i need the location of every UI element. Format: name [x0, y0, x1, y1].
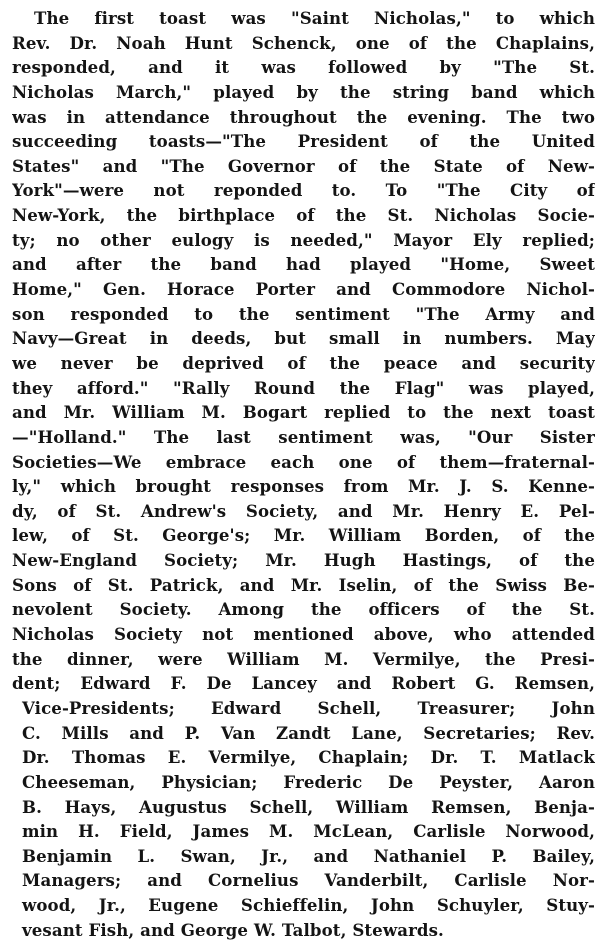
- article-line: min H. Field, James M. McLean, Carlisle Norwood,: [22, 821, 595, 842]
- article-line: Societies—We embrace each one of them—fraternal-: [12, 451, 595, 472]
- article-line: vesant Fish, and George W. Talbot, Stewards.: [22, 919, 444, 940]
- article-line: B. Hays, Augustus Schell, William Remsen, Benja-: [22, 796, 595, 817]
- article-line: C. Mills and P. Van Zandt Lane, Secretaries; Rev.: [22, 722, 595, 743]
- article-line: Vice-Presidents; Edward Schell, Treasurer; John: [22, 697, 595, 718]
- article-line: ty; no other eulogy is needed," Mayor Ely replied;: [12, 229, 595, 250]
- article-line: York"—were not reponded to. To "The City of: [12, 180, 595, 201]
- article-line: —"Holland." The last sentiment was, "Our Sister: [12, 426, 595, 447]
- article-line: responded, and it was followed by "The St.: [12, 57, 595, 78]
- article-line: wood, Jr., Eugene Schieffelin, John Schuyler, Stuy-: [22, 895, 595, 916]
- article-line: we never be deprived of the peace and security: [12, 352, 595, 373]
- article-line: and after the band had played "Home, Sweet: [12, 254, 595, 275]
- article-line: dy, of St. Andrew's Society, and Mr. Henry E. Pel-: [12, 500, 595, 521]
- news-article: [12, 6, 595, 942]
- article-line: nevolent Society. Among the officers of the St.: [12, 599, 595, 620]
- article-line: Nicholas March," played by the string band which: [12, 81, 595, 102]
- article-line: The first toast was "Saint Nicholas," to which: [34, 8, 595, 28]
- article-line: Benjamin L. Swan, Jr., and Nathaniel P. Bailey,: [22, 845, 595, 866]
- article-line: Nicholas Society not mentioned above, who attended: [12, 624, 595, 645]
- article-line: Sons of St. Patrick, and Mr. Iselin, of the Swiss Be-: [12, 574, 595, 595]
- article-line: Managers; and Cornelius Vanderbilt, Carlisle Nor-: [22, 870, 595, 891]
- article-line: Home," Gen. Horace Porter and Commodore Nichol-: [12, 279, 595, 300]
- article-line: States" and "The Governor of the State of New-: [12, 155, 595, 176]
- article-line: ly," which brought responses from Mr. J. S. Kenne-: [12, 476, 595, 497]
- article-line: New-York, the birthplace of the St. Nicholas Socie-: [12, 205, 595, 226]
- article-line: and Mr. William M. Bogart replied to the next toast: [12, 402, 595, 423]
- article-line: they afford." "Rally Round the Flag" was played,: [12, 377, 595, 398]
- article-line: son responded to the sentiment "The Army and: [12, 303, 595, 324]
- article-line: succeeding toasts—"The President of the United: [12, 131, 595, 152]
- article-line: Cheeseman, Physician; Frederic De Peyster, Aaron: [22, 771, 595, 792]
- article-line: was in attendance throughout the evening. The two: [12, 106, 595, 127]
- article-line: Rev. Dr. Noah Hunt Schenck, one of the Chaplains,: [12, 32, 595, 53]
- article-line: Dr. Thomas E. Vermilye, Chaplain; Dr. T. Matlack: [22, 747, 595, 768]
- article-line: Navy—Great in deeds, but small in numbers. May: [12, 328, 595, 349]
- article-line: New-England Society; Mr. Hugh Hastings, of the: [12, 550, 595, 571]
- article-line: lew, of St. George's; Mr. William Borden, of the: [12, 525, 595, 546]
- article-line: dent; Edward F. De Lancey and Robert G. Remsen,: [12, 673, 595, 694]
- article-line: the dinner, were William M. Vermilye, the Presi-: [12, 648, 595, 669]
